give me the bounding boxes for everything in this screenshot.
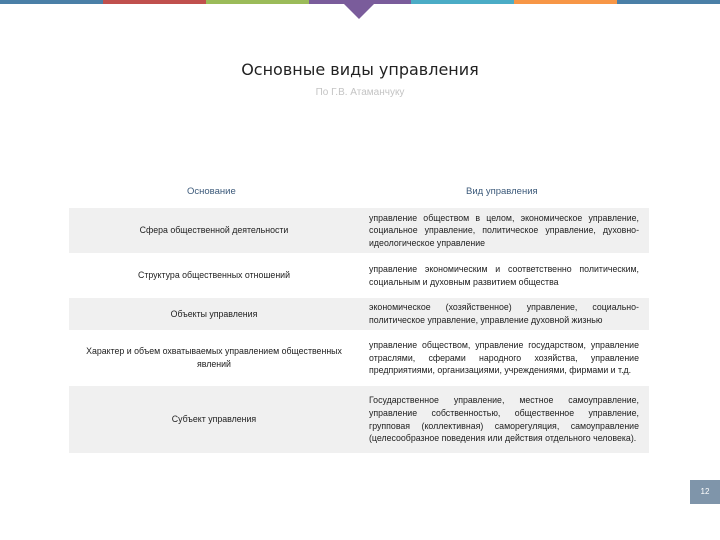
basis-cell: Сфера общественной деятельности <box>69 208 359 253</box>
color-stripe <box>411 0 514 4</box>
basis-cell: Характер и объем охватываемых управлением общественных явлений <box>86 346 342 369</box>
color-stripe <box>514 0 617 4</box>
column-header-basis: Основание <box>187 186 236 197</box>
type-cell: экономическое (хозяйственное) управление, социально-политическое управление, управление духовной жизнью <box>359 298 649 330</box>
table-row <box>69 253 649 298</box>
color-stripe <box>617 0 720 4</box>
triangle-marker-icon <box>343 3 375 19</box>
type-cell: управление экономическим и соответственно политическим, социальным и духовным развитием общества <box>369 263 639 287</box>
basis-cell: Объекты управления <box>69 298 359 330</box>
management-types-table <box>69 208 649 453</box>
basis-cell: Субъект управления <box>69 386 359 453</box>
type-cell: управление обществом, управление государством, управление отраслями, сферами народного хозяйства, управление предприятиями, организациями, учреждениями, фирмами и т.д. <box>369 340 639 376</box>
table-row <box>69 208 649 253</box>
column-header-type: Вид управления <box>466 186 538 197</box>
table-row <box>69 330 649 386</box>
type-cell: Государственное управление, местное самоуправление, управление собственностью, общественное управление, групповая (коллективная) саморегуляция, самоуправление (целесообразное поведения или действия отдельного человека). <box>359 386 649 453</box>
color-stripe <box>0 0 103 4</box>
color-stripe <box>206 0 309 4</box>
basis-cell: Структура общественных отношений <box>137 270 291 281</box>
type-cell: управление обществом в целом, экономическое управление, социальное управление, политическое управление, духовно-идеологическое управление <box>359 208 649 253</box>
table-row <box>69 386 649 453</box>
slide-subtitle: По Г.В. Атаманчуку <box>315 87 405 98</box>
table-row <box>69 298 649 330</box>
color-stripe <box>103 0 206 4</box>
slide-title: Основные виды управления <box>241 60 479 79</box>
page-number: 12 <box>690 480 720 504</box>
